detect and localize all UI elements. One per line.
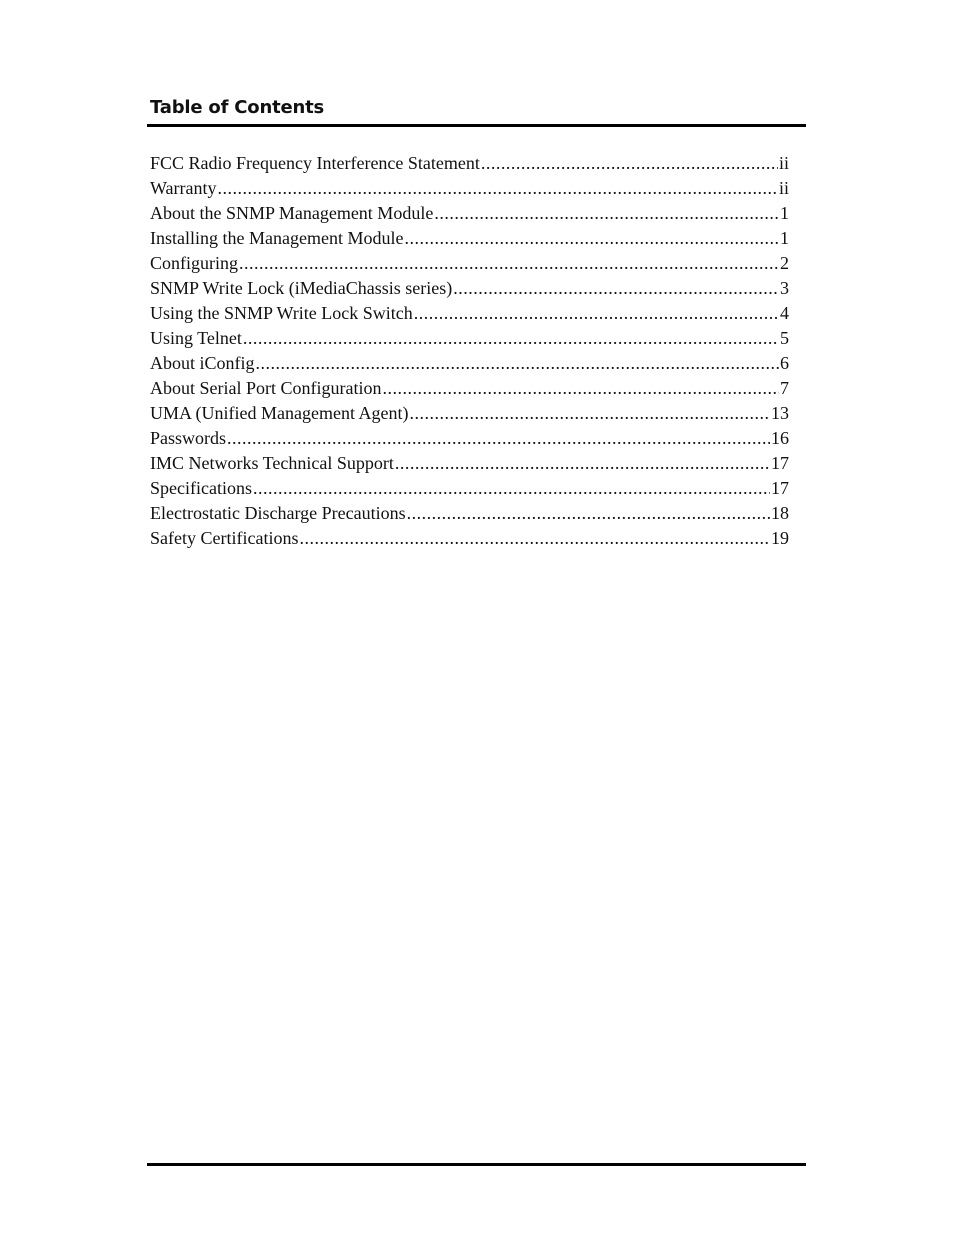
toc-dot-leader xyxy=(227,426,770,451)
toc-entry-title: Using Telnet xyxy=(150,328,242,348)
toc-dot-leader xyxy=(239,251,779,276)
toc-entry[interactable] xyxy=(150,451,789,476)
toc-dot-leader xyxy=(409,401,770,426)
toc-entry-page: 4 xyxy=(780,303,789,323)
toc-entry-title: UMA (Unified Management Agent) xyxy=(150,403,409,423)
toc-entry-title: IMC Networks Technical Support xyxy=(150,453,394,473)
toc-dot-leader xyxy=(404,226,779,251)
toc-dot-leader xyxy=(299,526,770,551)
toc-entry-page: 6 xyxy=(780,353,789,373)
toc-entry-page: 17 xyxy=(771,453,789,473)
toc-entry-page: 7 xyxy=(780,378,789,398)
page-title: Table of Contents xyxy=(150,97,325,118)
toc-entry[interactable] xyxy=(150,201,789,226)
toc-dot-leader xyxy=(395,451,770,476)
toc-entry[interactable] xyxy=(150,276,789,301)
toc-entry-title: Installing the Management Module xyxy=(150,228,404,248)
toc-entry-page: 5 xyxy=(780,328,789,348)
toc-entry[interactable] xyxy=(150,501,789,526)
toc-entry-title: Warranty xyxy=(150,178,217,198)
toc-entry-title: About Serial Port Configuration xyxy=(150,378,382,398)
toc-dot-leader xyxy=(407,501,770,526)
toc-entry[interactable] xyxy=(150,301,789,326)
toc-dot-leader xyxy=(218,176,778,201)
toc-entry-page: 1 xyxy=(780,228,789,248)
toc-entry[interactable] xyxy=(150,476,789,501)
toc-entry-title: Using the SNMP Write Lock Switch xyxy=(150,303,413,323)
toc-entry-page: ii xyxy=(778,153,789,173)
toc-dot-leader xyxy=(243,326,779,351)
toc-entry-title: Electrostatic Discharge Precautions xyxy=(150,503,406,523)
toc-entry-page: 18 xyxy=(771,503,789,523)
toc-entry[interactable] xyxy=(150,251,789,276)
toc-dot-leader xyxy=(382,376,779,401)
toc-dot-leader xyxy=(481,151,778,176)
toc-entry[interactable] xyxy=(150,526,789,551)
toc-dot-leader xyxy=(434,201,779,226)
toc-dot-leader xyxy=(256,351,779,376)
toc-entry-page: 19 xyxy=(771,528,789,548)
toc-entry-title: Passwords xyxy=(150,428,227,448)
toc-dot-leader xyxy=(453,276,779,301)
toc-entry-title: FCC Radio Frequency Interference Statement xyxy=(150,153,480,173)
table-of-contents xyxy=(150,151,789,551)
toc-entry-page: 2 xyxy=(780,253,789,273)
toc-entry[interactable] xyxy=(150,176,789,201)
toc-entry[interactable] xyxy=(150,326,789,351)
toc-entry-page: 13 xyxy=(771,403,789,423)
toc-entry-title: SNMP Write Lock (iMediaChassis series) xyxy=(150,278,453,298)
toc-entry-page: 1 xyxy=(780,203,789,223)
toc-entry[interactable] xyxy=(150,351,789,376)
toc-entry-page: 17 xyxy=(771,478,789,498)
toc-entry[interactable] xyxy=(150,151,789,176)
header-rule xyxy=(147,124,806,127)
toc-entry-title: Safety Certifications xyxy=(150,528,299,548)
toc-entry-page: 3 xyxy=(780,278,789,298)
toc-entry-title: Specifications xyxy=(150,478,252,498)
toc-entry[interactable] xyxy=(150,226,789,251)
toc-entry-page: 16 xyxy=(771,428,789,448)
toc-entry-page: ii xyxy=(778,178,789,198)
toc-entry-title: Configuring xyxy=(150,253,238,273)
toc-entry-title: About the SNMP Management Module xyxy=(150,203,434,223)
toc-entry[interactable] xyxy=(150,376,789,401)
footer-rule xyxy=(147,1163,806,1166)
toc-entry[interactable] xyxy=(150,426,789,451)
toc-entry-title: About iConfig xyxy=(150,353,255,373)
toc-dot-leader xyxy=(414,301,779,326)
toc-dot-leader xyxy=(253,476,770,501)
toc-entry[interactable] xyxy=(150,401,789,426)
